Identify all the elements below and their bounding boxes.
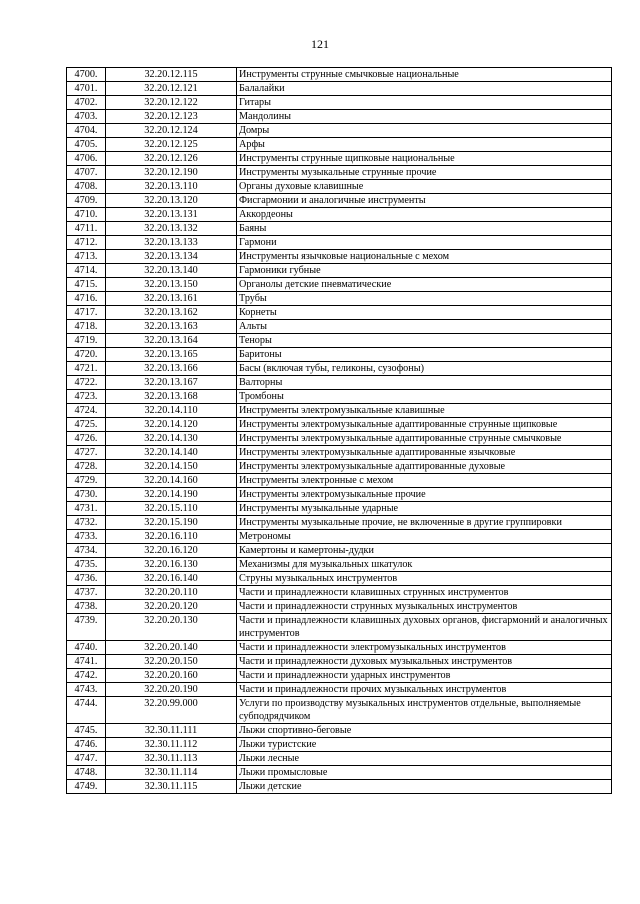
item-name-cell: Инструменты электронные с мехом xyxy=(237,474,612,488)
row-number-cell: 4722. xyxy=(67,376,106,390)
item-name-cell: Баяны xyxy=(237,222,612,236)
table-row xyxy=(67,166,612,180)
table-row xyxy=(67,724,612,738)
row-number-cell: 4737. xyxy=(67,586,106,600)
table-row xyxy=(67,683,612,697)
row-number-cell: 4735. xyxy=(67,558,106,572)
item-name-cell: Балалайки xyxy=(237,82,612,96)
item-name-cell: Аккордеоны xyxy=(237,208,612,222)
okpd-code-cell: 32.20.20.160 xyxy=(106,669,237,683)
okpd-code-cell: 32.20.13.134 xyxy=(106,250,237,264)
row-number-cell: 4733. xyxy=(67,530,106,544)
row-number-cell: 4738. xyxy=(67,600,106,614)
item-name-cell: Части и принадлежности клавишных духовых органов, фисгармоний и аналогичных инструментов xyxy=(237,614,612,641)
table-row xyxy=(67,82,612,96)
okpd-code-cell: 32.20.13.163 xyxy=(106,320,237,334)
row-number-cell: 4725. xyxy=(67,418,106,432)
item-name-cell: Инструменты электромузыкальные клавишные xyxy=(237,404,612,418)
item-name-cell: Теноры xyxy=(237,334,612,348)
table-row xyxy=(67,544,612,558)
item-name-cell: Механизмы для музыкальных шкатулок xyxy=(237,558,612,572)
row-number-cell: 4739. xyxy=(67,614,106,641)
okpd-code-cell: 32.20.12.190 xyxy=(106,166,237,180)
item-name-cell: Инструменты электромузыкальные прочие xyxy=(237,488,612,502)
table-row xyxy=(67,180,612,194)
table-row xyxy=(67,600,612,614)
item-name-cell: Арфы xyxy=(237,138,612,152)
okpd-code-cell: 32.20.13.140 xyxy=(106,264,237,278)
okpd-code-cell: 32.30.11.113 xyxy=(106,752,237,766)
row-number-cell: 4716. xyxy=(67,292,106,306)
item-name-cell: Лыжи промысловые xyxy=(237,766,612,780)
okpd-code-cell: 32.20.13.168 xyxy=(106,390,237,404)
table-row xyxy=(67,236,612,250)
okpd-code-cell: 32.20.20.120 xyxy=(106,600,237,614)
item-name-cell: Инструменты электромузыкальные адаптированные духовые xyxy=(237,460,612,474)
item-name-cell: Услуги по производству музыкальных инструментов отдельные, выполняемые субподрядчиком xyxy=(237,697,612,724)
item-name-cell: Валторны xyxy=(237,376,612,390)
table-row xyxy=(67,738,612,752)
item-name-cell: Тромбоны xyxy=(237,390,612,404)
okpd-code-cell: 32.20.20.150 xyxy=(106,655,237,669)
item-name-cell: Инструменты музыкальные ударные xyxy=(237,502,612,516)
table-row xyxy=(67,320,612,334)
table-row xyxy=(67,152,612,166)
okpd-code-cell: 32.20.14.150 xyxy=(106,460,237,474)
table-row xyxy=(67,655,612,669)
item-name-cell: Басы (включая тубы, геликоны, сузофоны) xyxy=(237,362,612,376)
item-name-cell: Части и принадлежности прочих музыкальных инструментов xyxy=(237,683,612,697)
okpd-code-cell: 32.20.13.131 xyxy=(106,208,237,222)
table-row xyxy=(67,766,612,780)
row-number-cell: 4711. xyxy=(67,222,106,236)
item-name-cell: Инструменты струнные щипковые национальные xyxy=(237,152,612,166)
table-row xyxy=(67,124,612,138)
table-row xyxy=(67,404,612,418)
item-name-cell: Лыжи лесные xyxy=(237,752,612,766)
row-number-cell: 4703. xyxy=(67,110,106,124)
okpd-code-cell: 32.20.12.121 xyxy=(106,82,237,96)
table-row xyxy=(67,558,612,572)
item-name-cell: Лыжи детские xyxy=(237,780,612,794)
row-number-cell: 4719. xyxy=(67,334,106,348)
table-row xyxy=(67,306,612,320)
table-row xyxy=(67,194,612,208)
item-name-cell: Инструменты струнные смычковые национальные xyxy=(237,68,612,82)
item-name-cell: Альты xyxy=(237,320,612,334)
okpd-code-cell: 32.20.13.132 xyxy=(106,222,237,236)
row-number-cell: 4709. xyxy=(67,194,106,208)
okpd-code-cell: 32.20.20.130 xyxy=(106,614,237,641)
row-number-cell: 4728. xyxy=(67,460,106,474)
item-name-cell: Фисгармонии и аналогичные инструменты xyxy=(237,194,612,208)
row-number-cell: 4724. xyxy=(67,404,106,418)
table-row xyxy=(67,669,612,683)
okpd-code-cell: 32.20.13.167 xyxy=(106,376,237,390)
row-number-cell: 4746. xyxy=(67,738,106,752)
table-row xyxy=(67,572,612,586)
table-row xyxy=(67,208,612,222)
row-number-cell: 4701. xyxy=(67,82,106,96)
okpd-code-cell: 32.20.15.190 xyxy=(106,516,237,530)
table-row xyxy=(67,418,612,432)
okpd-code-cell: 32.20.13.166 xyxy=(106,362,237,376)
item-name-cell: Части и принадлежности клавишных струнных инструментов xyxy=(237,586,612,600)
okpd-code-cell: 32.20.20.110 xyxy=(106,586,237,600)
okpd-code-cell: 32.30.11.111 xyxy=(106,724,237,738)
table-row xyxy=(67,264,612,278)
table-row xyxy=(67,697,612,724)
table-row xyxy=(67,348,612,362)
table-row xyxy=(67,390,612,404)
okpd-code-cell: 32.20.99.000 xyxy=(106,697,237,724)
row-number-cell: 4745. xyxy=(67,724,106,738)
okpd-code-cell: 32.20.14.110 xyxy=(106,404,237,418)
row-number-cell: 4712. xyxy=(67,236,106,250)
table-row xyxy=(67,446,612,460)
row-number-cell: 4723. xyxy=(67,390,106,404)
okpd-code-cell: 32.20.12.115 xyxy=(106,68,237,82)
row-number-cell: 4748. xyxy=(67,766,106,780)
table-row xyxy=(67,222,612,236)
row-number-cell: 4717. xyxy=(67,306,106,320)
okpd-code-cell: 32.20.14.130 xyxy=(106,432,237,446)
item-name-cell: Инструменты язычковые национальные с мехом xyxy=(237,250,612,264)
table-row xyxy=(67,780,612,794)
table-row xyxy=(67,362,612,376)
okpd-code-cell: 32.20.16.120 xyxy=(106,544,237,558)
row-number-cell: 4729. xyxy=(67,474,106,488)
okpd-code-cell: 32.20.20.190 xyxy=(106,683,237,697)
row-number-cell: 4708. xyxy=(67,180,106,194)
okpd-code-cell: 32.30.11.112 xyxy=(106,738,237,752)
okpd-code-cell: 32.20.14.190 xyxy=(106,488,237,502)
row-number-cell: 4706. xyxy=(67,152,106,166)
okpd-code-cell: 32.20.16.130 xyxy=(106,558,237,572)
okpd-code-cell: 32.30.11.115 xyxy=(106,780,237,794)
row-number-cell: 4714. xyxy=(67,264,106,278)
okpd-code-cell: 32.20.14.160 xyxy=(106,474,237,488)
item-name-cell: Части и принадлежности ударных инструментов xyxy=(237,669,612,683)
table-row xyxy=(67,68,612,82)
item-name-cell: Органы духовые клавишные xyxy=(237,180,612,194)
table-row xyxy=(67,110,612,124)
row-number-cell: 4734. xyxy=(67,544,106,558)
row-number-cell: 4710. xyxy=(67,208,106,222)
okpd-code-cell: 32.20.13.110 xyxy=(106,180,237,194)
table-row xyxy=(67,502,612,516)
table-body xyxy=(67,68,612,794)
okpd-code-cell: 32.20.16.110 xyxy=(106,530,237,544)
table-row xyxy=(67,641,612,655)
item-name-cell: Трубы xyxy=(237,292,612,306)
item-name-cell: Инструменты музыкальные струнные прочие xyxy=(237,166,612,180)
table-row xyxy=(67,614,612,641)
row-number-cell: 4741. xyxy=(67,655,106,669)
item-name-cell: Гармоники губные xyxy=(237,264,612,278)
item-name-cell: Корнеты xyxy=(237,306,612,320)
row-number-cell: 4713. xyxy=(67,250,106,264)
row-number-cell: 4702. xyxy=(67,96,106,110)
item-name-cell: Камертоны и камертоны-дудки xyxy=(237,544,612,558)
table-row xyxy=(67,138,612,152)
item-name-cell: Домры xyxy=(237,124,612,138)
row-number-cell: 4736. xyxy=(67,572,106,586)
table-row xyxy=(67,292,612,306)
item-name-cell: Части и принадлежности струнных музыкальных инструментов xyxy=(237,600,612,614)
okpd-code-cell: 32.20.15.110 xyxy=(106,502,237,516)
okpd-code-cell: 32.20.12.122 xyxy=(106,96,237,110)
row-number-cell: 4747. xyxy=(67,752,106,766)
item-name-cell: Струны музыкальных инструментов xyxy=(237,572,612,586)
okpd-code-cell: 32.20.13.165 xyxy=(106,348,237,362)
item-name-cell: Инструменты электромузыкальные адаптированные струнные смычковые xyxy=(237,432,612,446)
table-row xyxy=(67,278,612,292)
row-number-cell: 4726. xyxy=(67,432,106,446)
table-row xyxy=(67,432,612,446)
table-row xyxy=(67,250,612,264)
okpd-code-cell: 32.20.13.164 xyxy=(106,334,237,348)
okpd-code-cell: 32.20.12.124 xyxy=(106,124,237,138)
row-number-cell: 4731. xyxy=(67,502,106,516)
row-number-cell: 4720. xyxy=(67,348,106,362)
table-row xyxy=(67,96,612,110)
okpd-code-cell: 32.20.13.120 xyxy=(106,194,237,208)
item-name-cell: Лыжи спортивно-беговые xyxy=(237,724,612,738)
item-name-cell: Части и принадлежности электромузыкальных инструментов xyxy=(237,641,612,655)
page-number: 121 xyxy=(311,37,329,51)
table-row xyxy=(67,488,612,502)
table-row xyxy=(67,376,612,390)
item-name-cell: Мандолины xyxy=(237,110,612,124)
okpd-code-cell: 32.20.13.133 xyxy=(106,236,237,250)
row-number-cell: 4727. xyxy=(67,446,106,460)
okpd-code-cell: 32.20.12.123 xyxy=(106,110,237,124)
table-row xyxy=(67,460,612,474)
okpd-code-cell: 32.30.11.114 xyxy=(106,766,237,780)
row-number-cell: 4744. xyxy=(67,697,106,724)
row-number-cell: 4749. xyxy=(67,780,106,794)
row-number-cell: 4740. xyxy=(67,641,106,655)
item-name-cell: Инструменты электромузыкальные адаптированные язычковые xyxy=(237,446,612,460)
table-row xyxy=(67,334,612,348)
table-row xyxy=(67,752,612,766)
okpd-code-cell: 32.20.20.140 xyxy=(106,641,237,655)
row-number-cell: 4743. xyxy=(67,683,106,697)
item-name-cell: Гитары xyxy=(237,96,612,110)
table-row xyxy=(67,586,612,600)
okpd-code-cell: 32.20.16.140 xyxy=(106,572,237,586)
item-name-cell: Метрономы xyxy=(237,530,612,544)
row-number-cell: 4705. xyxy=(67,138,106,152)
classifier-table xyxy=(66,67,612,794)
okpd-code-cell: 32.20.13.161 xyxy=(106,292,237,306)
item-name-cell: Лыжи туристские xyxy=(237,738,612,752)
table-row xyxy=(67,516,612,530)
row-number-cell: 4721. xyxy=(67,362,106,376)
item-name-cell: Инструменты электромузыкальные адаптированные струнные щипковые xyxy=(237,418,612,432)
row-number-cell: 4715. xyxy=(67,278,106,292)
row-number-cell: 4718. xyxy=(67,320,106,334)
item-name-cell: Баритоны xyxy=(237,348,612,362)
okpd-code-cell: 32.20.14.120 xyxy=(106,418,237,432)
row-number-cell: 4700. xyxy=(67,68,106,82)
okpd-code-cell: 32.20.13.150 xyxy=(106,278,237,292)
okpd-code-cell: 32.20.13.162 xyxy=(106,306,237,320)
item-name-cell: Гармони xyxy=(237,236,612,250)
okpd-code-cell: 32.20.12.125 xyxy=(106,138,237,152)
table-row xyxy=(67,530,612,544)
item-name-cell: Органолы детские пневматические xyxy=(237,278,612,292)
item-name-cell: Части и принадлежности духовых музыкальных инструментов xyxy=(237,655,612,669)
item-name-cell: Инструменты музыкальные прочие, не включенные в другие группировки xyxy=(237,516,612,530)
row-number-cell: 4742. xyxy=(67,669,106,683)
row-number-cell: 4704. xyxy=(67,124,106,138)
row-number-cell: 4732. xyxy=(67,516,106,530)
okpd-code-cell: 32.20.14.140 xyxy=(106,446,237,460)
table-row xyxy=(67,474,612,488)
row-number-cell: 4707. xyxy=(67,166,106,180)
row-number-cell: 4730. xyxy=(67,488,106,502)
okpd-code-cell: 32.20.12.126 xyxy=(106,152,237,166)
